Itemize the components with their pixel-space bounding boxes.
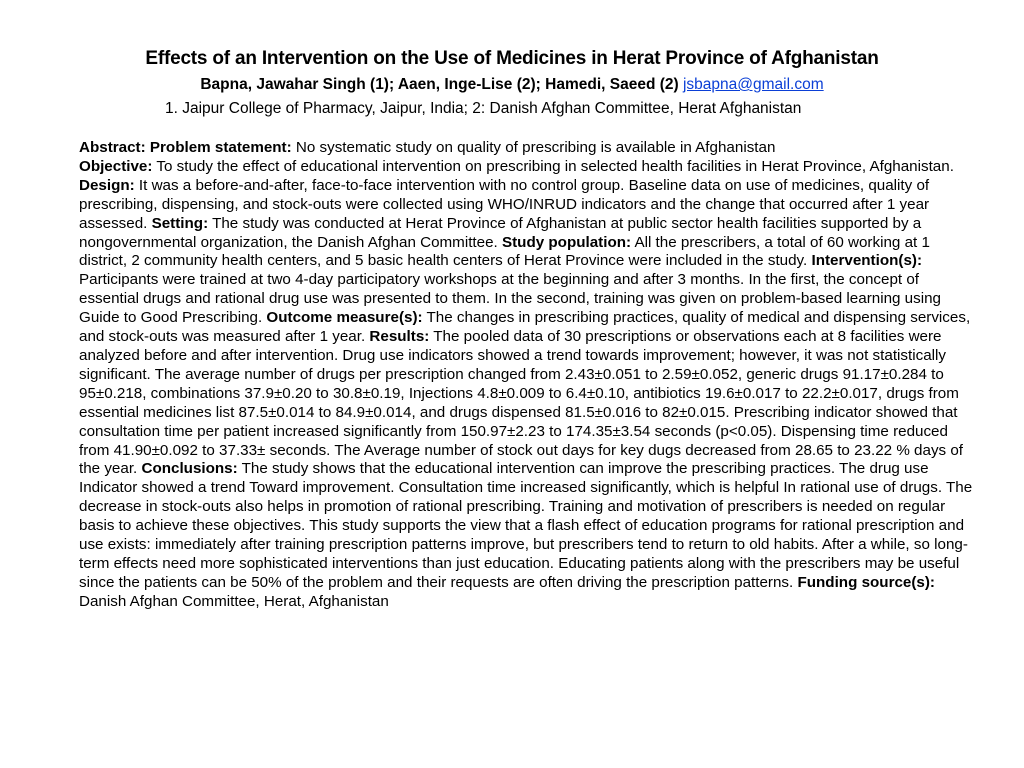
funding-source-text: Danish Afghan Committee, Herat, Afghanistan [79, 592, 389, 610]
problem-statement-label: Abstract: Problem statement: [79, 139, 292, 156]
funding-source-label: Funding source(s): [797, 573, 935, 591]
conclusions-text: The study shows that the educational intervention can improve the prescribing practices. The drug use Indicator showed a trend Toward improvement. Consultation time increased significantly, which is helpful In rational use of drugs. The decrease in stock-outs also helps in promotion of rational prescribing. Training and motivation of prescribers is needed on regular basis to achieve these objectives. This study supports the view that a flash effect of education programs for rational prescription and use exists: immediately after training prescription patterns improve, but prescribers tend to return to old habits. After a while, so long-term effects need more sophisticated interventions than just education. Educating patients along with the prescribers may be useful since the patients can be 50% of the problem and their requests are often driving the prescription patterns. [79, 460, 973, 591]
intervention-label: Intervention(s): [811, 252, 923, 270]
author-names: Bapna, Jawahar Singh (1); Aaen, Inge-Lise (2); Hamedi, Saeed (2) [200, 76, 679, 93]
objective-label: Objective: [79, 157, 153, 175]
page-title: Effects of an Intervention on the Use of Medicines in Herat Province of Afghanistan [145, 48, 879, 69]
design-text: It was a before-and-after, face-to-face intervention with no control group. Baseline data on use of medicines, quality of prescribing, dispensing, and stock-outs were collected using WHO/INRUD indicators and the change that occurred after 1 year assessed. [79, 176, 930, 232]
intervention-text: Participants were trained at two 4-day participatory workshops at the beginning and after 3 months. In the first, the concept of essential drugs and rational drug use was presented to them. In the second, training was given on problem-based learning using Guide to Good Prescribing. [79, 271, 941, 327]
design-label: Design: [79, 176, 135, 194]
study-population-label: Study population: [501, 233, 632, 251]
study-population-text: All the prescribers, a total of 60 working at 1 district, 2 community health centers, and 5 basic health centers of Herat Province were included in the study. [79, 233, 930, 270]
results-text: The pooled data of 30 prescriptions or observations each at 8 facilities were analyzed before and after intervention. Drug use indicators showed a trend towards improvement; however, it was not statistically significant. The average number of drugs per prescription changed from 2.43±0.051 to 2.59±0.052, generic drugs 91.17±0.284 to 95±0.218, combinations 37.9±0.20 to 30.8±0.19, Injections 4.8±0.009 to 6.4±0.10, antibiotics 19.6±0.017 to 22.2±0.017, drugs from essential medicines list 87.5±0.014 to 84.9±0.014, and drugs dispensed 81.5±0.016 to 82±0.015. Prescribing indicator showed that consultation time per patient increased significantly from 150.97±2.23 to 174.35±3.54 seconds (p<0.05). Dispensing time reduced from 41.90±0.092 to 37.33± seconds. The Average number of stock out days for key dugs decreased from 28.65 to 23.22 % days of the year. [79, 328, 964, 478]
results-label: Results: [369, 328, 430, 346]
abstract-body [79, 139, 979, 612]
affiliations: 1. Jaipur College of Pharmacy, Jaipur, India; 2: Danish Afghan Committee, Herat Afghanistan [165, 100, 802, 117]
conclusions-label: Conclusions: [141, 460, 238, 478]
authors-line [0, 76, 1024, 94]
setting-text: The study was conducted at Herat Province of Afghanistan at public sector health facilities supported by a nongovernmental organization, the Danish Afghan Committee. [79, 214, 922, 251]
outcome-measures-label: Outcome measure(s): [266, 309, 423, 327]
setting-label: Setting: [151, 214, 209, 232]
problem-statement-text: No systematic study on quality of prescribing is available in Afghanistan [291, 139, 776, 156]
objective-text: To study the effect of educational intervention on prescribing in selected health facilities in Herat Province, Afghanistan. [152, 157, 954, 175]
email-link[interactable]: jsbapna@gmail.com [682, 76, 824, 93]
outcome-measures-text: The changes in prescribing practices, quality of medical and dispensing services, and stock-outs was measured after 1 year. [79, 309, 971, 346]
